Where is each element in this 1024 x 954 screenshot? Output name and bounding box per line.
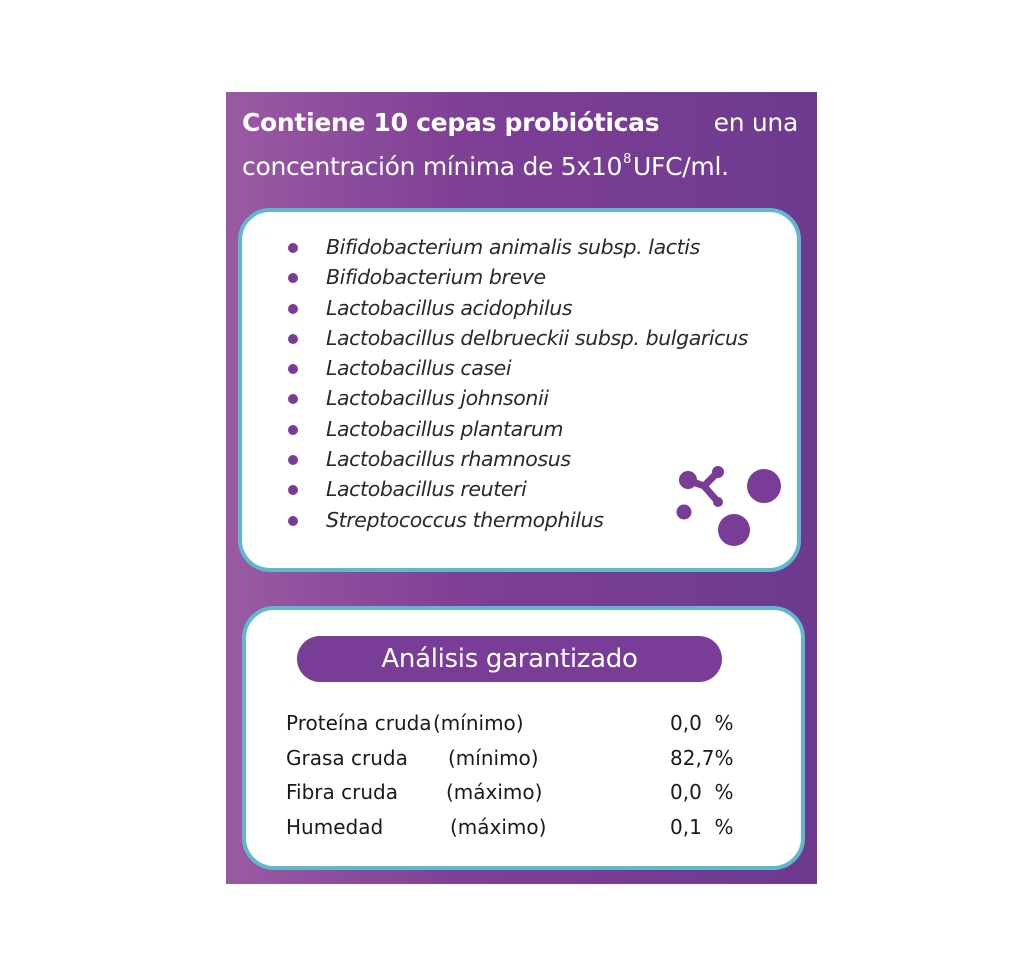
strain-name: Bifidobacterium breve: [326, 265, 546, 290]
strain-name: Lactobacillus rhamnosus: [326, 447, 571, 472]
headline-bold: Contiene 10 cepas probióticas: [242, 108, 660, 137]
nutrient-qualifier: (máximo): [446, 780, 543, 804]
analysis-row: [286, 741, 746, 776]
strain-name: Lactobacillus delbrueckii subsp. bulgaricus: [326, 325, 748, 350]
nutrient-value: 0,1 %: [670, 814, 734, 839]
strain-item: [286, 262, 748, 292]
headline-exponent: 8: [623, 152, 632, 167]
nutrient-name: Humedad: [286, 814, 384, 839]
analysis-row: [286, 775, 746, 810]
strain-name: Lactobacillus reuteri: [326, 477, 527, 502]
strain-item: [286, 323, 748, 353]
molecule-icon: [674, 464, 784, 554]
nutrient-name: Fibra cruda: [286, 780, 398, 804]
headline-tail: en una: [713, 108, 798, 137]
product-info-panel: [226, 92, 817, 884]
headline-concentration: concentración mínima de 5x10: [242, 152, 623, 181]
nutrient-qualifier: (mínimo): [448, 745, 539, 770]
analysis-row: [286, 810, 746, 845]
bullet-dot-icon: [288, 455, 298, 465]
strain-item: [286, 293, 748, 323]
analysis-row: [286, 706, 746, 741]
bullet-dot-icon: [288, 334, 298, 344]
headline: [242, 104, 798, 185]
bullet-dot-icon: [288, 394, 298, 404]
strain-item: [286, 414, 748, 444]
strain-name: Lactobacillus casei: [326, 356, 512, 381]
analysis-title: Análisis garantizado: [297, 636, 722, 682]
bullet-dot-icon: [288, 516, 298, 526]
bullet-dot-icon: [288, 273, 298, 283]
strain-name: Bifidobacterium animalis subsp. lactis: [326, 235, 700, 259]
strain-item: [286, 353, 748, 383]
nutrient-qualifier: (mínimo): [433, 711, 524, 735]
strain-name: Lactobacillus johnsonii: [326, 386, 549, 411]
strains-box: [238, 208, 801, 572]
nutrient-name: Proteína cruda: [286, 711, 432, 735]
nutrient-value: 0,0 %: [670, 780, 734, 804]
strain-name: Lactobacillus plantarum: [326, 416, 564, 441]
analysis-table: [286, 706, 746, 844]
bullet-dot-icon: [288, 364, 298, 374]
bullet-dot-icon: [288, 243, 298, 253]
nutrient-value: 0,0 %: [670, 711, 734, 735]
analysis-box: [242, 606, 805, 870]
headline-line-2: [242, 141, 798, 185]
strain-name: Lactobacillus acidophilus: [326, 295, 573, 320]
headline-line-1: [242, 104, 798, 141]
bullet-dot-icon: [288, 425, 298, 435]
nutrient-qualifier: (máximo): [450, 814, 547, 839]
bullet-dot-icon: [288, 304, 298, 314]
nutrient-name: Grasa cruda: [286, 745, 408, 770]
nutrient-value: 82,7%: [670, 745, 734, 770]
bullet-dot-icon: [288, 485, 298, 495]
strain-item: [286, 383, 748, 413]
strain-item: [286, 232, 748, 262]
strain-name: Streptococcus thermophilus: [326, 507, 604, 532]
headline-unit: UFC/ml.: [633, 152, 729, 181]
